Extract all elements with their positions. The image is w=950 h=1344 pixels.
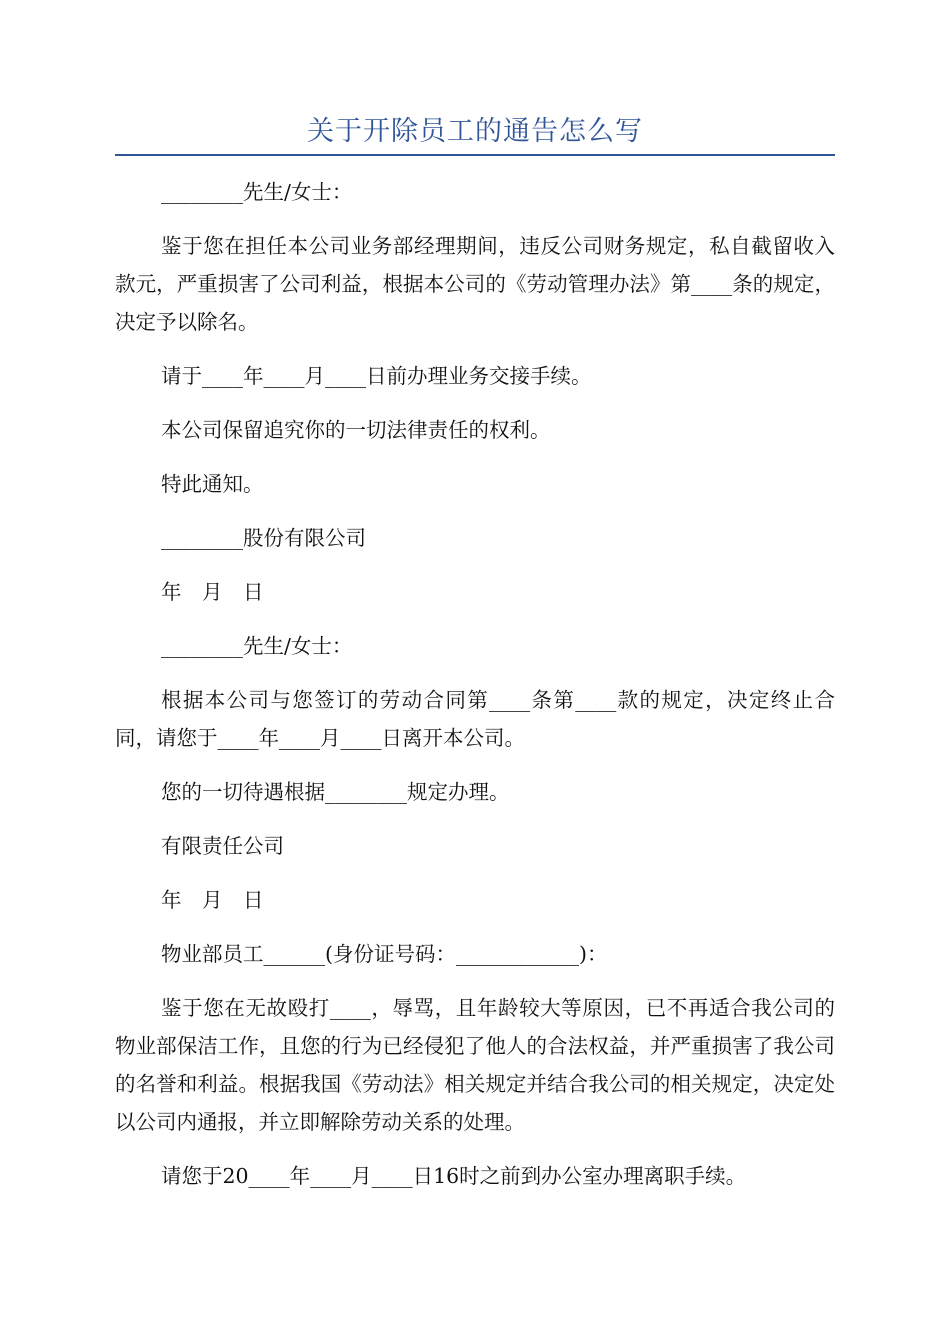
- salutation-2: ________先生/女士：: [161, 634, 353, 658]
- company-signature-1: ________股份有限公司: [161, 526, 366, 550]
- paragraph-resignation-deadline: 请您于20____年____月____日16时之前到办公室办理离职手续。: [161, 1164, 747, 1188]
- paragraph-legal-rights: 本公司保留追究你的一切法律责任的权利。: [161, 418, 551, 442]
- paragraph-misconduct: 鉴于您在无故殴打____，辱骂，且年龄较大等原因，已不再适合我公司的物业部保洁工作，且您的行为已经侵犯了他人的合法权益，并严重损害了我公司的名誉和利益。根据我国《劳动法》相关规定并结合我公司的相关规定，决定处以公司内通报，并立即解除劳动关系的处理。: [115, 996, 835, 1134]
- salutation-3: 物业部员工______(身份证号码：____________)：: [161, 942, 608, 966]
- company-signature-2: 有限责任公司: [161, 834, 284, 858]
- date-line-2: 年 月 日: [161, 888, 264, 912]
- paragraph-benefits: 您的一切待遇根据________规定办理。: [161, 780, 510, 804]
- paragraph-handover-date: 请于____年____月____日前办理业务交接手续。: [161, 364, 592, 388]
- paragraph-contract-termination: 根据本公司与您签订的劳动合同第____条第____款的规定，决定终止合同，请您于____年____月____日离开本公司。: [115, 688, 835, 750]
- date-line-1: 年 月 日: [161, 580, 264, 604]
- paragraph-dismissal-reason: 鉴于您在担任本公司业务部经理期间，违反公司财务规定，私自截留收入款元，严重损害了公司利益，根据本公司的《劳动管理办法》第____条的规定，决定予以除名。: [115, 234, 835, 334]
- document-title: 关于开除员工的通告怎么写: [307, 116, 643, 147]
- paragraph-notice: 特此通知。: [161, 472, 264, 496]
- salutation-1: ________先生/女士：: [161, 180, 353, 204]
- document-body: [115, 173, 835, 1211]
- title-underline: [115, 154, 835, 156]
